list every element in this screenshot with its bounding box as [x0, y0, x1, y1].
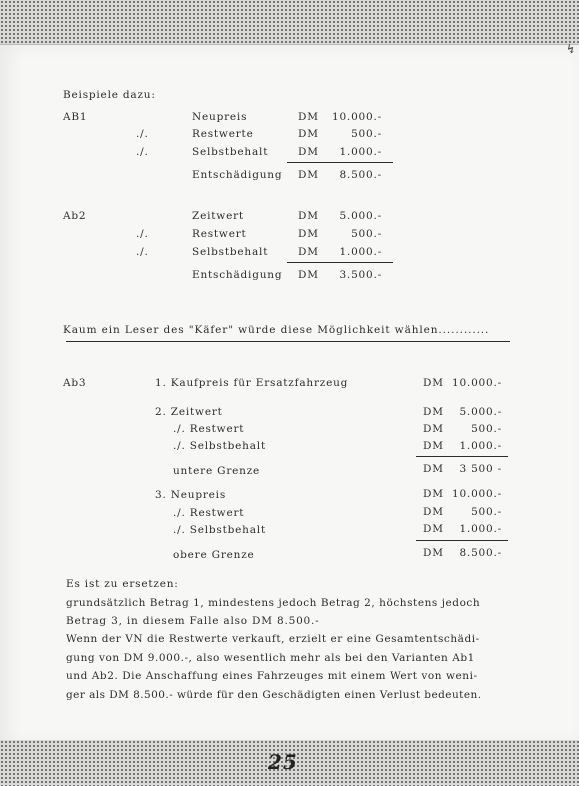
ab2-amount: 5.000.- — [339, 210, 382, 222]
paragraph-line: Wenn der VN die Restwerte verkauft, erzielt er eine Gesamtentschädi- — [66, 633, 480, 645]
ab2-amount: 500.- — [351, 228, 382, 240]
ab3-amount: 10.000.- — [451, 377, 502, 389]
paragraph-line: Betrag 3, in diesem Falle also DM 8.500.- — [66, 615, 320, 627]
ab3-amount: 1.000.- — [459, 523, 502, 535]
ab3-amount: 10.000.- — [451, 488, 502, 500]
ab3-section-title: 3. Neupreis — [155, 489, 227, 501]
ab1-amount: 1.000.- — [339, 146, 382, 158]
page-corner-mark: ↯ — [566, 42, 577, 56]
ab1-item: Neupreis — [192, 111, 248, 123]
paragraph-line: ger als DM 8.500.- würde für den Geschädigten einen Verlust bedeuten. — [66, 689, 482, 701]
ab1-total-amount: 8.500.- — [339, 169, 382, 181]
paragraph-line: Es ist zu ersetzen: — [66, 578, 179, 590]
ab3-item: ./. Restwert — [173, 507, 245, 519]
ab1-item: Restwerte — [192, 128, 254, 140]
ab2-currency: DM — [298, 246, 319, 258]
ab1-item: Selbstbehalt — [192, 146, 269, 158]
ab3-amount: 500.- — [471, 423, 502, 435]
ab3-total-currency: DM — [423, 547, 444, 559]
ab1-operator: ./. — [136, 128, 149, 140]
ab3-section-title: 2. Zeitwert — [155, 406, 223, 418]
paragraph-line: gung von DM 9.000.-, also wesentlich mehr als bei den Varianten Ab1 — [66, 652, 475, 664]
ab2-operator: ./. — [136, 228, 149, 240]
ab2-item: Zeitwert — [192, 210, 244, 222]
ab1-total-currency: DM — [298, 169, 319, 181]
ab3-amount: 500.- — [471, 506, 502, 518]
ab3-item: ./. Selbstbehalt — [173, 524, 266, 536]
example-label-ab2: Ab2 — [63, 210, 87, 222]
ab3-section-title: 1. Kaufpreis für Ersatzfahrzeug — [155, 377, 349, 389]
ab1-currency: DM — [298, 128, 319, 140]
example-label-ab3: Ab3 — [63, 377, 87, 389]
ab3-amount: 1.000.- — [459, 440, 502, 452]
reader-remark: Kaum ein Leser des "Käfer" würde diese Möglichkeit wählen............ — [63, 324, 490, 336]
page-number: 25 — [268, 750, 298, 774]
ab3-sum-rule — [416, 456, 508, 457]
ab1-operator: ./. — [136, 146, 149, 158]
ab3-item: ./. Selbstbehalt — [173, 440, 266, 452]
ab1-currency: DM — [298, 146, 319, 158]
ab3-currency: DM — [423, 377, 444, 389]
ab3-currency: DM — [423, 406, 444, 418]
top-border-pattern — [0, 0, 579, 48]
ab2-item: Selbstbehalt — [192, 246, 269, 258]
ab3-total-label: untere Grenze — [173, 465, 261, 477]
ab2-currency: DM — [298, 228, 319, 240]
ab2-total-label: Entschädigung — [192, 269, 283, 281]
paragraph-line: und Ab2. Die Anschaffung eines Fahrzeuges mit einem Wert von weni- — [66, 670, 478, 682]
ab3-amount: 5.000.- — [459, 406, 502, 418]
ab1-amount: 10.000.- — [331, 111, 382, 123]
ab1-amount: 500.- — [351, 128, 382, 140]
ab3-currency: DM — [423, 523, 444, 535]
ab2-total-amount: 3.500.- — [339, 269, 382, 281]
ab3-total-amount: 8.500.- — [459, 547, 502, 559]
ab2-operator: ./. — [136, 246, 149, 258]
ab3-currency: DM — [423, 488, 444, 500]
ab2-total-currency: DM — [298, 269, 319, 281]
ab3-currency: DM — [423, 506, 444, 518]
ab3-total-label: obere Grenze — [173, 549, 255, 561]
section-heading: Beispiele dazu: — [63, 89, 156, 101]
ab3-currency: DM — [423, 440, 444, 452]
ab3-sum-rule — [416, 540, 508, 541]
reader-remark-rule — [66, 341, 510, 342]
ab3-item: ./. Restwert — [173, 423, 245, 435]
ab3-total-amount: 3 500 - — [459, 463, 502, 475]
ab1-currency: DM — [298, 111, 319, 123]
paragraph-line: grundsätzlich Betrag 1, mindestens jedoch Betrag 2, höchstens jedoch — [66, 597, 481, 609]
ab2-sum-rule — [287, 262, 393, 263]
example-label-ab1: AB1 — [63, 111, 88, 123]
ab1-total-label: Entschädigung — [192, 169, 283, 181]
ab2-item: Restwert — [192, 228, 247, 240]
ab1-sum-rule — [287, 162, 393, 163]
ab2-currency: DM — [298, 210, 319, 222]
ab2-amount: 1.000.- — [339, 246, 382, 258]
ab3-currency: DM — [423, 423, 444, 435]
ab3-total-currency: DM — [423, 463, 444, 475]
